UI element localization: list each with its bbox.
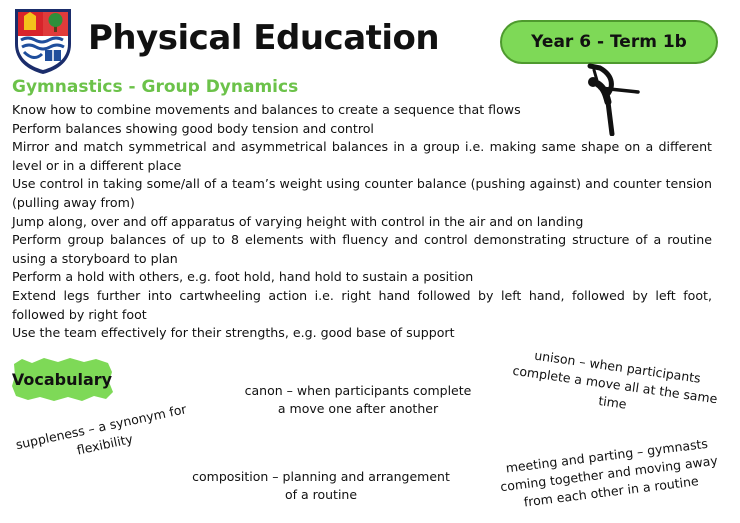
- objective-item: Mirror and match symmetrical and asymmetrical balances in a group i.e. making same shape on a different level or in a different place: [12, 139, 712, 173]
- school-crest-icon: [12, 6, 74, 76]
- objective-item: Use the team effectively for their strengths, e.g. good base of support: [12, 325, 455, 341]
- objective-item: Perform group balances of up to 8 elements with fluency and control demonstrating structure of a routine using a storyboard to plan: [12, 232, 712, 266]
- objective-item: Use control in taking some/all of a team’s weight using counter balance (pushing against) and counter tension (pulling away from): [12, 176, 712, 210]
- objectives-list: [12, 101, 712, 343]
- objective-item: Know how to combine movements and balances to create a sequence that flows: [12, 102, 521, 117]
- objective-item: Perform a hold with others, e.g. foot hold, hand hold to sustain a position: [12, 269, 474, 285]
- page-title: Physical Education: [88, 18, 440, 58]
- vocab-suppleness: suppleness – a synonym for flexibility: [14, 401, 188, 458]
- objective-item: Perform balances showing good body tension and control: [12, 120, 374, 136]
- vocab-unison: unison – when participants complete a move all at the same time: [511, 347, 719, 412]
- unit-title: Gymnastics - Group Dynamics: [12, 77, 299, 97]
- objective-item: Jump along, over and off apparatus of varying height with control in the air and on landing: [12, 213, 584, 229]
- vocab-meeting-and-parting: meeting and parting – gymnasts coming together and moving away from each other in a routine: [499, 435, 719, 510]
- vocab-composition: composition – planning and arrangement of a routine: [192, 469, 450, 502]
- vocab-canon: canon – when participants complete a move one after another: [244, 383, 472, 416]
- vocabulary-label: Vocabulary: [11, 369, 113, 389]
- vocabulary-heading: [10, 356, 114, 402]
- objective-item: Extend legs further into cartwheeling action i.e. right hand followed by left hand, followed by left foot, followed by right foot: [12, 287, 712, 322]
- term-badge: Year 6 - Term 1b: [500, 20, 718, 64]
